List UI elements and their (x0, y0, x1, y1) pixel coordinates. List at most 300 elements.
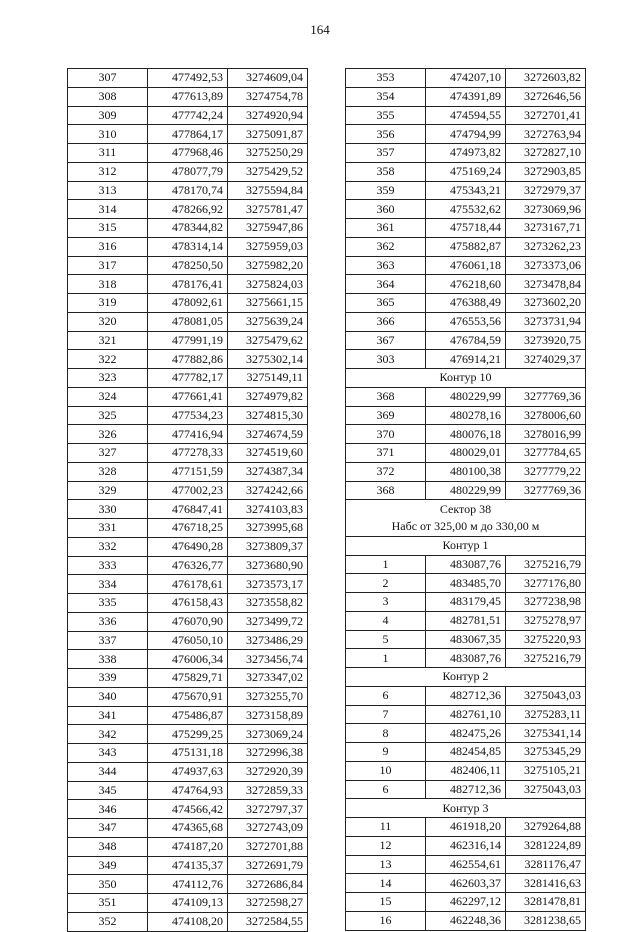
table-row (346, 331, 586, 350)
x-coordinate-cell: 462316,14 (426, 836, 506, 855)
table-row (68, 744, 308, 763)
x-coordinate-cell: 476061,18 (426, 256, 506, 275)
x-coordinate-cell: 474973,82 (426, 144, 506, 163)
y-coordinate-cell: 3275781,47 (228, 200, 308, 219)
point-number-cell: 367 (346, 331, 426, 350)
x-coordinate-cell: 476006,34 (148, 650, 228, 669)
y-coordinate-cell: 3274242,66 (228, 481, 308, 500)
table-row (68, 912, 308, 931)
x-coordinate-cell: 462297,12 (426, 893, 506, 912)
table-row (68, 312, 308, 331)
table-row (346, 106, 586, 125)
coordinates-table-right (345, 68, 586, 931)
x-coordinate-cell: 477782,17 (148, 369, 228, 388)
y-coordinate-cell: 3273347,02 (228, 669, 308, 688)
coordinates-table-left (67, 68, 308, 932)
x-coordinate-cell: 480029,01 (426, 444, 506, 463)
x-coordinate-cell: 478081,05 (148, 312, 228, 331)
point-number-cell: 336 (68, 612, 148, 631)
y-coordinate-cell: 3279264,88 (506, 818, 586, 837)
point-number-cell: 368 (346, 387, 426, 406)
y-coordinate-cell: 3275479,62 (228, 331, 308, 350)
x-coordinate-cell: 475718,44 (426, 219, 506, 238)
point-number-cell: 307 (68, 69, 148, 88)
y-coordinate-cell: 3275947,86 (228, 219, 308, 238)
table-row (68, 762, 308, 781)
table-row (68, 106, 308, 125)
table-row (68, 369, 308, 388)
y-coordinate-cell: 3274979,82 (228, 387, 308, 406)
y-coordinate-cell: 3273069,96 (506, 200, 586, 219)
x-coordinate-cell: 474566,42 (148, 800, 228, 819)
table-row (346, 743, 586, 762)
table-row (346, 181, 586, 200)
x-coordinate-cell: 476158,43 (148, 594, 228, 613)
y-coordinate-cell: 3275216,79 (506, 649, 586, 668)
point-number-cell: 370 (346, 425, 426, 444)
y-coordinate-cell: 3272797,37 (228, 800, 308, 819)
x-coordinate-cell: 474187,20 (148, 837, 228, 856)
point-number-cell: 8 (346, 724, 426, 743)
y-coordinate-cell: 3275982,20 (228, 256, 308, 275)
y-coordinate-cell: 3272701,88 (228, 837, 308, 856)
y-coordinate-cell: 3275661,15 (228, 294, 308, 313)
point-number-cell: 308 (68, 87, 148, 106)
x-coordinate-cell: 474391,89 (426, 87, 506, 106)
y-coordinate-cell: 3275043,03 (506, 686, 586, 705)
y-coordinate-cell: 3273167,71 (506, 219, 586, 238)
x-coordinate-cell: 478077,79 (148, 162, 228, 181)
table-row (346, 481, 586, 500)
y-coordinate-cell: 3281176,47 (506, 855, 586, 874)
x-coordinate-cell: 478250,50 (148, 256, 228, 275)
x-coordinate-cell: 483485,70 (426, 574, 506, 593)
point-number-cell: 9 (346, 743, 426, 762)
x-coordinate-cell: 474594,55 (426, 106, 506, 125)
point-number-cell: 330 (68, 500, 148, 519)
point-number-cell: 328 (68, 462, 148, 481)
table-row (68, 237, 308, 256)
x-coordinate-cell: 482475,26 (426, 724, 506, 743)
x-coordinate-cell: 461918,20 (426, 818, 506, 837)
table-row (68, 200, 308, 219)
x-coordinate-cell: 474108,20 (148, 912, 228, 931)
y-coordinate-cell: 3272584,55 (228, 912, 308, 931)
y-coordinate-cell: 3272603,82 (506, 69, 586, 88)
x-coordinate-cell: 476490,28 (148, 537, 228, 556)
x-coordinate-cell: 475169,24 (426, 162, 506, 181)
y-coordinate-cell: 3275341,14 (506, 724, 586, 743)
table-row (68, 669, 308, 688)
table-row (346, 69, 586, 88)
x-coordinate-cell: 477613,89 (148, 87, 228, 106)
point-number-cell: 325 (68, 406, 148, 425)
x-coordinate-cell: 483067,35 (426, 630, 506, 649)
x-coordinate-cell: 482712,36 (426, 686, 506, 705)
x-coordinate-cell: 475299,25 (148, 725, 228, 744)
point-number-cell: 321 (68, 331, 148, 350)
x-coordinate-cell: 482454,85 (426, 743, 506, 762)
y-coordinate-cell: 3273920,75 (506, 331, 586, 350)
point-number-cell: 342 (68, 725, 148, 744)
x-coordinate-cell: 474112,76 (148, 875, 228, 894)
point-number-cell: 316 (68, 237, 148, 256)
table-row (346, 200, 586, 219)
y-coordinate-cell: 3275091,87 (228, 125, 308, 144)
section-header: Контур 3 (346, 799, 586, 818)
table-row (346, 425, 586, 444)
x-coordinate-cell: 478092,61 (148, 294, 228, 313)
point-number-cell: 315 (68, 219, 148, 238)
y-coordinate-cell: 3273809,37 (228, 537, 308, 556)
y-coordinate-cell: 3274103,83 (228, 500, 308, 519)
point-number-cell: 358 (346, 162, 426, 181)
table-row (68, 519, 308, 538)
point-number-cell: 356 (346, 125, 426, 144)
point-number-cell: 350 (68, 875, 148, 894)
x-coordinate-cell: 476914,21 (426, 350, 506, 369)
x-coordinate-cell: 476784,59 (426, 331, 506, 350)
point-number-cell: 362 (346, 237, 426, 256)
point-number-cell: 333 (68, 556, 148, 575)
y-coordinate-cell: 3274609,04 (228, 69, 308, 88)
point-number-cell: 309 (68, 106, 148, 125)
table-row (346, 406, 586, 425)
y-coordinate-cell: 3275149,11 (228, 369, 308, 388)
point-number-cell: 317 (68, 256, 148, 275)
y-coordinate-cell: 3281478,81 (506, 893, 586, 912)
x-coordinate-cell: 474794,99 (426, 125, 506, 144)
x-coordinate-cell: 477534,23 (148, 406, 228, 425)
point-number-cell: 5 (346, 630, 426, 649)
point-number-cell: 332 (68, 537, 148, 556)
table-row (346, 574, 586, 593)
table-row (346, 237, 586, 256)
table-row (68, 687, 308, 706)
x-coordinate-cell: 480100,38 (426, 462, 506, 481)
x-coordinate-cell: 474207,10 (426, 69, 506, 88)
point-number-cell: 345 (68, 781, 148, 800)
table-row (68, 125, 308, 144)
table-row (68, 612, 308, 631)
section-header: Контур 1 (346, 536, 586, 555)
table-row (346, 593, 586, 612)
y-coordinate-cell: 3273558,82 (228, 594, 308, 613)
y-coordinate-cell: 3272646,56 (506, 87, 586, 106)
y-coordinate-cell: 3273456,74 (228, 650, 308, 669)
section-header-row (346, 668, 586, 687)
point-number-cell: 311 (68, 144, 148, 163)
table-row (346, 256, 586, 275)
table-row (346, 162, 586, 181)
table-row (346, 350, 586, 369)
table-row (346, 387, 586, 406)
table-row (346, 444, 586, 463)
table-row (346, 312, 586, 331)
table-row (346, 144, 586, 163)
point-number-cell: 366 (346, 312, 426, 331)
table-row (68, 575, 308, 594)
point-number-cell: 6 (346, 780, 426, 799)
point-number-cell: 343 (68, 744, 148, 763)
y-coordinate-cell: 3275278,97 (506, 611, 586, 630)
y-coordinate-cell: 3273478,84 (506, 275, 586, 294)
point-number-cell: 372 (346, 462, 426, 481)
table-row (68, 387, 308, 406)
point-number-cell: 2 (346, 574, 426, 593)
y-coordinate-cell: 3275639,24 (228, 312, 308, 331)
x-coordinate-cell: 474764,93 (148, 781, 228, 800)
y-coordinate-cell: 3275283,11 (506, 705, 586, 724)
section-header-row (346, 536, 586, 555)
point-number-cell: 351 (68, 894, 148, 913)
x-coordinate-cell: 483179,45 (426, 593, 506, 612)
y-coordinate-cell: 3277176,80 (506, 574, 586, 593)
point-number-cell: 338 (68, 650, 148, 669)
table-row (68, 444, 308, 463)
y-coordinate-cell: 3273373,06 (506, 256, 586, 275)
section-header: Контур 10 (346, 369, 586, 388)
point-number-cell: 11 (346, 818, 426, 837)
y-coordinate-cell: 3277769,36 (506, 481, 586, 500)
x-coordinate-cell: 476326,77 (148, 556, 228, 575)
point-number-cell: 310 (68, 125, 148, 144)
point-number-cell: 339 (68, 669, 148, 688)
table-row (68, 294, 308, 313)
y-coordinate-cell: 3273680,90 (228, 556, 308, 575)
table-row (68, 69, 308, 88)
x-coordinate-cell: 462248,36 (426, 911, 506, 930)
x-coordinate-cell: 478170,74 (148, 181, 228, 200)
x-coordinate-cell: 474135,37 (148, 856, 228, 875)
y-coordinate-cell: 3274029,37 (506, 350, 586, 369)
point-number-cell: 335 (68, 594, 148, 613)
point-number-cell: 323 (68, 369, 148, 388)
point-number-cell: 363 (346, 256, 426, 275)
y-coordinate-cell: 3274519,60 (228, 444, 308, 463)
point-number-cell: 303 (346, 350, 426, 369)
table-row (68, 706, 308, 725)
y-coordinate-cell: 3277784,65 (506, 444, 586, 463)
point-number-cell: 337 (68, 631, 148, 650)
x-coordinate-cell: 476178,61 (148, 575, 228, 594)
y-coordinate-cell: 3272979,37 (506, 181, 586, 200)
y-coordinate-cell: 3273262,23 (506, 237, 586, 256)
table-row (346, 294, 586, 313)
table-row (346, 855, 586, 874)
x-coordinate-cell: 483087,76 (426, 555, 506, 574)
table-row (68, 537, 308, 556)
y-coordinate-cell: 3274674,59 (228, 425, 308, 444)
y-coordinate-cell: 3277779,22 (506, 462, 586, 481)
y-coordinate-cell: 3272743,09 (228, 819, 308, 838)
y-coordinate-cell: 3273573,17 (228, 575, 308, 594)
x-coordinate-cell: 462554,61 (426, 855, 506, 874)
point-number-cell: 327 (68, 444, 148, 463)
point-number-cell: 353 (346, 69, 426, 88)
point-number-cell: 331 (68, 519, 148, 538)
point-number-cell: 3 (346, 593, 426, 612)
y-coordinate-cell: 3272859,33 (228, 781, 308, 800)
point-number-cell: 15 (346, 893, 426, 912)
x-coordinate-cell: 477278,33 (148, 444, 228, 463)
x-coordinate-cell: 475829,71 (148, 669, 228, 688)
table-row (68, 425, 308, 444)
y-coordinate-cell: 3275216,79 (506, 555, 586, 574)
point-number-cell: 344 (68, 762, 148, 781)
x-coordinate-cell: 475670,91 (148, 687, 228, 706)
page-number: 164 (310, 22, 330, 37)
x-coordinate-cell: 478176,41 (148, 275, 228, 294)
table-row (346, 893, 586, 912)
y-coordinate-cell: 3275105,21 (506, 761, 586, 780)
point-number-cell: 346 (68, 800, 148, 819)
point-number-cell: 326 (68, 425, 148, 444)
point-number-cell: 314 (68, 200, 148, 219)
point-number-cell: 312 (68, 162, 148, 181)
table-row (68, 481, 308, 500)
y-coordinate-cell: 3273069,24 (228, 725, 308, 744)
y-coordinate-cell: 3272996,38 (228, 744, 308, 763)
point-number-cell: 352 (68, 912, 148, 931)
x-coordinate-cell: 476050,10 (148, 631, 228, 650)
table-row (346, 686, 586, 705)
x-coordinate-cell: 475486,87 (148, 706, 228, 725)
point-number-cell: 368 (346, 481, 426, 500)
point-number-cell: 348 (68, 837, 148, 856)
table-row (346, 611, 586, 630)
x-coordinate-cell: 482781,51 (426, 611, 506, 630)
y-coordinate-cell: 3275345,29 (506, 743, 586, 762)
point-number-cell: 13 (346, 855, 426, 874)
table-row (68, 256, 308, 275)
point-number-cell: 324 (68, 387, 148, 406)
point-number-cell: 16 (346, 911, 426, 930)
table-row (68, 650, 308, 669)
x-coordinate-cell: 476718,25 (148, 519, 228, 538)
x-coordinate-cell: 477742,24 (148, 106, 228, 125)
table-row (68, 594, 308, 613)
x-coordinate-cell: 475882,87 (426, 237, 506, 256)
y-coordinate-cell: 3273499,72 (228, 612, 308, 631)
point-number-cell: 371 (346, 444, 426, 463)
table-row (68, 781, 308, 800)
table-row (68, 556, 308, 575)
section-header: Сектор 38 Набс от 325,00 м до 330,00 м (346, 500, 586, 537)
x-coordinate-cell: 480278,16 (426, 406, 506, 425)
table-row (68, 406, 308, 425)
point-number-cell: 329 (68, 481, 148, 500)
y-coordinate-cell: 3272827,10 (506, 144, 586, 163)
x-coordinate-cell: 480229,99 (426, 481, 506, 500)
point-number-cell: 349 (68, 856, 148, 875)
x-coordinate-cell: 475343,21 (426, 181, 506, 200)
x-coordinate-cell: 483087,76 (426, 649, 506, 668)
x-coordinate-cell: 475131,18 (148, 744, 228, 763)
y-coordinate-cell: 3272903,85 (506, 162, 586, 181)
x-coordinate-cell: 475532,62 (426, 200, 506, 219)
y-coordinate-cell: 3274387,34 (228, 462, 308, 481)
point-number-cell: 355 (346, 106, 426, 125)
x-coordinate-cell: 477882,86 (148, 350, 228, 369)
table-row (68, 350, 308, 369)
point-number-cell: 7 (346, 705, 426, 724)
x-coordinate-cell: 462603,37 (426, 874, 506, 893)
x-coordinate-cell: 474937,63 (148, 762, 228, 781)
table-row (68, 631, 308, 650)
y-coordinate-cell: 3272920,39 (228, 762, 308, 781)
table-row (68, 837, 308, 856)
point-number-cell: 364 (346, 275, 426, 294)
table-row (346, 761, 586, 780)
table-row (346, 275, 586, 294)
section-header-row (346, 500, 586, 537)
table-row (68, 144, 308, 163)
table-row (346, 780, 586, 799)
point-number-cell: 340 (68, 687, 148, 706)
y-coordinate-cell: 3273731,94 (506, 312, 586, 331)
x-coordinate-cell: 480076,18 (426, 425, 506, 444)
y-coordinate-cell: 3275594,84 (228, 181, 308, 200)
y-coordinate-cell: 3275429,52 (228, 162, 308, 181)
table-row (346, 836, 586, 855)
table-row (68, 894, 308, 913)
table-row (346, 649, 586, 668)
y-coordinate-cell: 3272701,41 (506, 106, 586, 125)
y-coordinate-cell: 3273255,70 (228, 687, 308, 706)
x-coordinate-cell: 477991,19 (148, 331, 228, 350)
y-coordinate-cell: 3272763,94 (506, 125, 586, 144)
point-number-cell: 334 (68, 575, 148, 594)
point-number-cell: 359 (346, 181, 426, 200)
x-coordinate-cell: 478314,14 (148, 237, 228, 256)
y-coordinate-cell: 3281224,89 (506, 836, 586, 855)
y-coordinate-cell: 3273602,20 (506, 294, 586, 313)
x-coordinate-cell: 476847,41 (148, 500, 228, 519)
x-coordinate-cell: 477492,53 (148, 69, 228, 88)
x-coordinate-cell: 477864,17 (148, 125, 228, 144)
x-coordinate-cell: 478344,82 (148, 219, 228, 238)
y-coordinate-cell: 3275220,93 (506, 630, 586, 649)
table-row (346, 462, 586, 481)
point-number-cell: 365 (346, 294, 426, 313)
point-number-cell: 318 (68, 275, 148, 294)
section-header-row (346, 799, 586, 818)
table-row (68, 162, 308, 181)
point-number-cell: 319 (68, 294, 148, 313)
y-coordinate-cell: 3275250,29 (228, 144, 308, 163)
x-coordinate-cell: 480229,99 (426, 387, 506, 406)
y-coordinate-cell: 3275043,03 (506, 780, 586, 799)
y-coordinate-cell: 3281416,63 (506, 874, 586, 893)
table-row (68, 819, 308, 838)
point-number-cell: 4 (346, 611, 426, 630)
y-coordinate-cell: 3272686,84 (228, 875, 308, 894)
y-coordinate-cell: 3274815,30 (228, 406, 308, 425)
point-number-cell: 1 (346, 649, 426, 668)
table-row (68, 331, 308, 350)
x-coordinate-cell: 477661,41 (148, 387, 228, 406)
y-coordinate-cell: 3273158,89 (228, 706, 308, 725)
y-coordinate-cell: 3278006,60 (506, 406, 586, 425)
y-coordinate-cell: 3272691,79 (228, 856, 308, 875)
point-number-cell: 313 (68, 181, 148, 200)
x-coordinate-cell: 478266,92 (148, 200, 228, 219)
y-coordinate-cell: 3275824,03 (228, 275, 308, 294)
y-coordinate-cell: 3273486,29 (228, 631, 308, 650)
y-coordinate-cell: 3281238,65 (506, 911, 586, 930)
table-row (346, 705, 586, 724)
